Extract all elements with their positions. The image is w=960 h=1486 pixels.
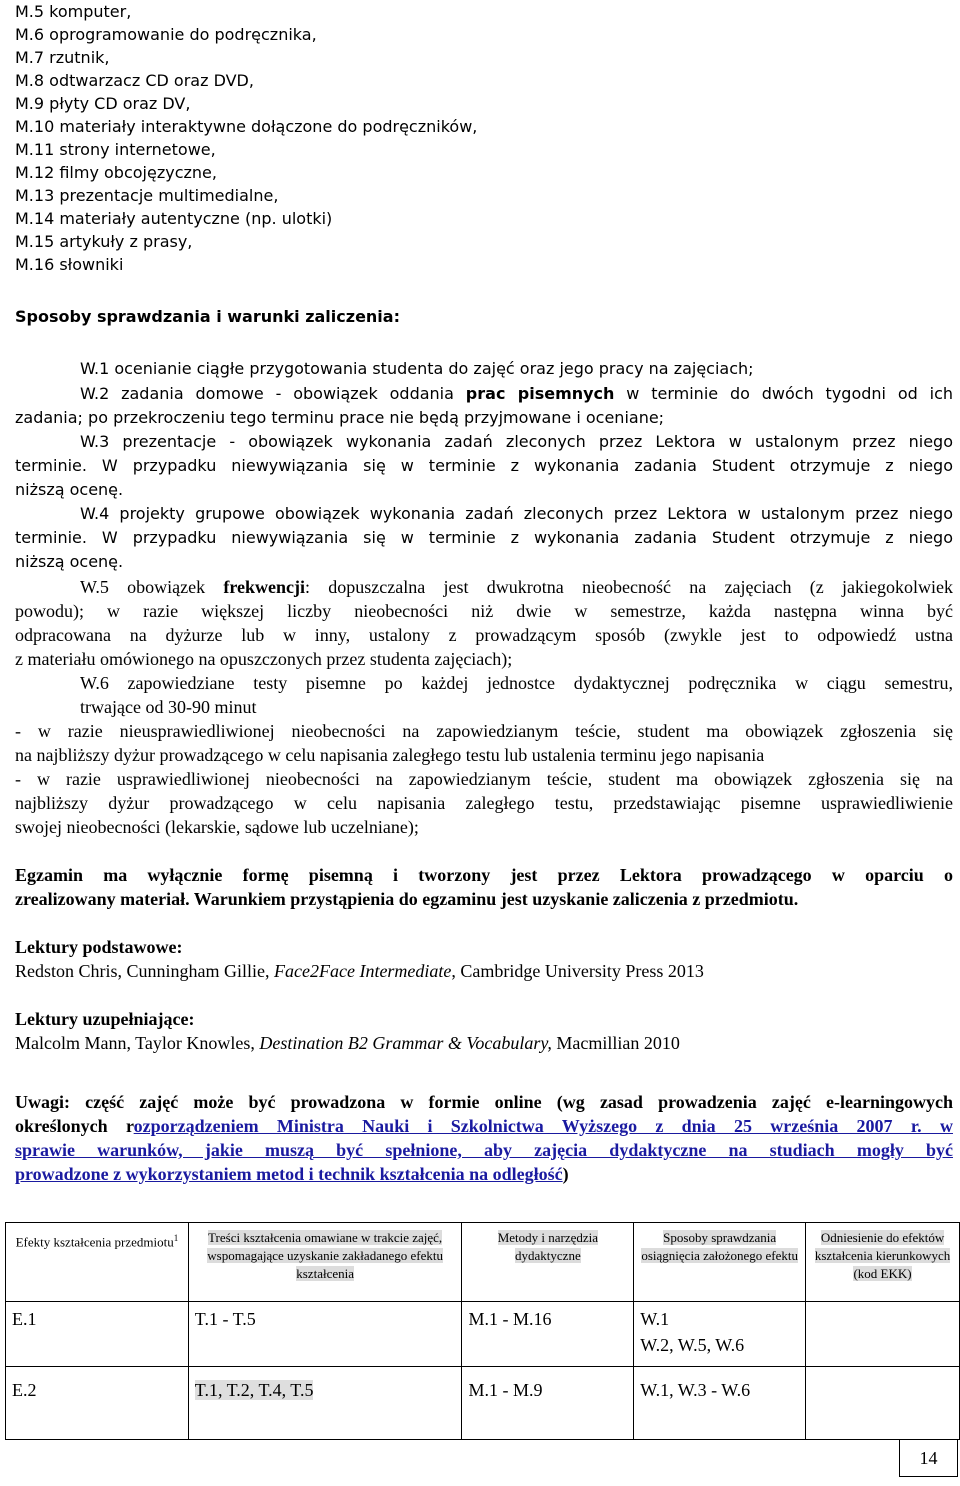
regulation-link-end[interactable]: prowadzone z wykorzystaniem metod i technik kształcenia na odległość (15, 1164, 563, 1184)
assessment-w3-line1: W.3 prezentacje - obowiązek wykonania zadań zleconych przez Lektora w ustalonym przez niego (80, 432, 953, 451)
learning-effects-table (5, 1222, 960, 1440)
assessment-dash2-line2: najbliższy dyżur prowadzącego w celu napisania zaległego testu, przedstawiając pisemne usprawiedliwienie (15, 793, 953, 813)
assessment-dash2-line3: swojej nieobecności (lekarskie, sądowe lub uczelniane); (15, 817, 419, 837)
cell-methods: M.1 - M.16 (462, 1302, 634, 1367)
material-item: M.10 materiały interaktywne dołączone do podręczników, (15, 117, 478, 136)
material-item: M.16 słowniki (15, 255, 124, 274)
material-item: M.14 materiały autentyczne (np. ulotki) (15, 209, 333, 228)
table-row (6, 1302, 960, 1367)
supplementary-readings-heading: Lektury uzupełniające: (15, 1009, 195, 1029)
basic-readings-heading: Lektury podstawowe: (15, 937, 183, 957)
assessment-w2-line2: zadania; po przekroczeniu tego terminu prace nie będą przyjmowane i oceniane; (15, 408, 665, 427)
cell-ekk (806, 1302, 960, 1367)
assessment-w6-line2: trwające od 30-90 minut (80, 697, 257, 717)
cell-ekk (806, 1367, 960, 1440)
assessment-w1: W.1 ocenianie ciągłe przygotowania studenta do zajęć oraz jego pracy na zajęciach; (80, 359, 754, 378)
assessment-w5-line2: powodu); w razie większej liczby nieobecności niż dwie w semestrze, każda następna winna być (15, 601, 953, 621)
notes-line2: określonych rozporządzeniem Ministra Nauki i Szkolnictwa Wyższego z dnia 25 września 2007 r. w (15, 1116, 953, 1136)
table-header-row (6, 1223, 960, 1302)
notes-line4: prowadzone z wykorzystaniem metod i technik kształcenia na odległość) (15, 1164, 569, 1184)
assessment-heading: Sposoby sprawdzania i warunki zaliczenia: (15, 307, 400, 326)
notes-line3 (15, 1138, 953, 1162)
regulation-link[interactable]: ozporządzeniem Ministra Nauki i Szkolnictwa Wyższego z dnia 25 września 2007 r. w (133, 1116, 953, 1136)
cell-effect: E.2 (6, 1367, 189, 1440)
supplementary-readings-entry: Malcolm Mann, Taylor Knowles, Destination B2 Grammar & Vocabulary, Macmillian 2010 (15, 1033, 680, 1053)
regulation-link-cont[interactable]: sprawie warunków, jakie muszą być spełnione, aby zajęcia dydaktyczne na studiach mogły być (15, 1140, 953, 1160)
cell-assessment: W.1 W.2, W.5, W.6 (634, 1302, 806, 1367)
material-item: M.7 rzutnik, (15, 48, 110, 67)
footnote-mark: 1 (173, 1233, 179, 1243)
header-assessment: Sposoby sprawdzania osiągnięcia założonego efektu (634, 1223, 806, 1302)
cell-effect: E.1 (6, 1302, 189, 1367)
material-item: M.6 oprogramowanie do podręcznika, (15, 25, 317, 44)
material-item: M.12 filmy obcojęzyczne, (15, 163, 217, 182)
cell-methods: M.1 - M.9 (462, 1367, 634, 1440)
material-item: M.5 komputer, (15, 2, 132, 21)
assessment-dash1-line1: - w razie nieusprawiedliwionej nieobecności na zapowiedzianym teście, student ma obowiązek zgłoszenia się (15, 721, 953, 741)
assessment-w4-line1: W.4 projekty grupowe obowiązek wykonania zadań zleconych przez Lektora w ustalonym przez niego (80, 504, 953, 523)
assessment-dash2-line1: - w razie usprawiedliwionej nieobecności na zapowiedzianym teście, student ma obowiązek zgłoszenia się na (15, 769, 953, 789)
header-effects: Efekty kształcenia przedmiotu$^1$ (6, 1223, 189, 1302)
basic-readings-entry: Redston Chris, Cunningham Gillie, Face2Face Intermediate, Cambridge University Press 2013 (15, 961, 704, 981)
header-content: Treści kształcenia omawiane w trakcie zajęć, wspomagające uzyskanie zakładanego efektu kształcenia (188, 1223, 462, 1302)
header-ekk: Odniesienie do efektów kształcenia kierunkowych (kod EKK) (806, 1223, 960, 1302)
exam-line1: Egzamin ma wyłącznie formę pisemną i tworzony jest przez Lektora prowadzącego w oparciu o (15, 865, 953, 885)
table-row (6, 1367, 960, 1440)
material-item: M.13 prezentacje multimedialne, (15, 186, 279, 205)
material-item: M.11 strony internetowe, (15, 140, 216, 159)
assessment-w5-line4: z materiału omówionego na opuszczonych przez studenta zajęciach); (15, 649, 513, 669)
material-item: M.15 artykuły z prasy, (15, 232, 193, 251)
exam-line2: zrealizowany materiał. Warunkiem przystąpienia do egzaminu jest uzyskanie zaliczenia z przedmiotu. (15, 889, 799, 909)
cell-content: T.1 - T.5 (188, 1302, 462, 1367)
assessment-w5-line1: W.5 obowiązek frekwencji: dopuszczalna jest dwukrotna nieobecność na zajęciach (z jakiegokolwiek (80, 577, 954, 597)
assessment-w4-line2: terminie. W przypadku niewywiązania się w terminie z wykonania zadania Student otrzymuje z niego (15, 528, 953, 547)
cell-content: T.1, T.2, T.4, T.5 (188, 1367, 462, 1440)
assessment-w3-line3: niższą ocenę. (15, 480, 124, 499)
material-item: M.8 odtwarzacz CD oraz DVD, (15, 71, 254, 90)
notes-line1: Uwagi: część zajęć może być prowadzona w formie online (wg zasad prowadzenia zajęć e-learningowych (15, 1092, 953, 1112)
cell-assessment: W.1, W.3 - W.6 (634, 1367, 806, 1440)
assessment-dash1-line2: na najbliższy dyżur prowadzącego w celu napisania zaległego testu lub ustalenia terminu jego napisania (15, 745, 765, 765)
material-item: M.9 płyty CD oraz DV, (15, 94, 191, 113)
assessment-w5-line3: odpracowana na dyżurze lub w inny, ustalony z prowadzącym sposób (zwykle jest to odpowiedź ustna (15, 625, 953, 645)
assessment-w4-line3: niższą ocenę. (15, 552, 124, 571)
assessment-w6-line1: W.6 zapowiedziane testy pisemne po każdej jednostce dydaktycznej podręcznika w ciągu semestru, (80, 673, 953, 693)
page-number: 14 (899, 1439, 958, 1477)
assessment-w3-line2: terminie. W przypadku niewywiązania się w terminie z wykonania zadania Student otrzymuje z niego (15, 456, 953, 475)
header-methods: Metody i narzędzia dydaktyczne (462, 1223, 634, 1302)
assessment-w2-line1: W.2 zadania domowe - obowiązek oddania prac pisemnych w terminie do dwóch tygodni od ich (80, 384, 954, 403)
